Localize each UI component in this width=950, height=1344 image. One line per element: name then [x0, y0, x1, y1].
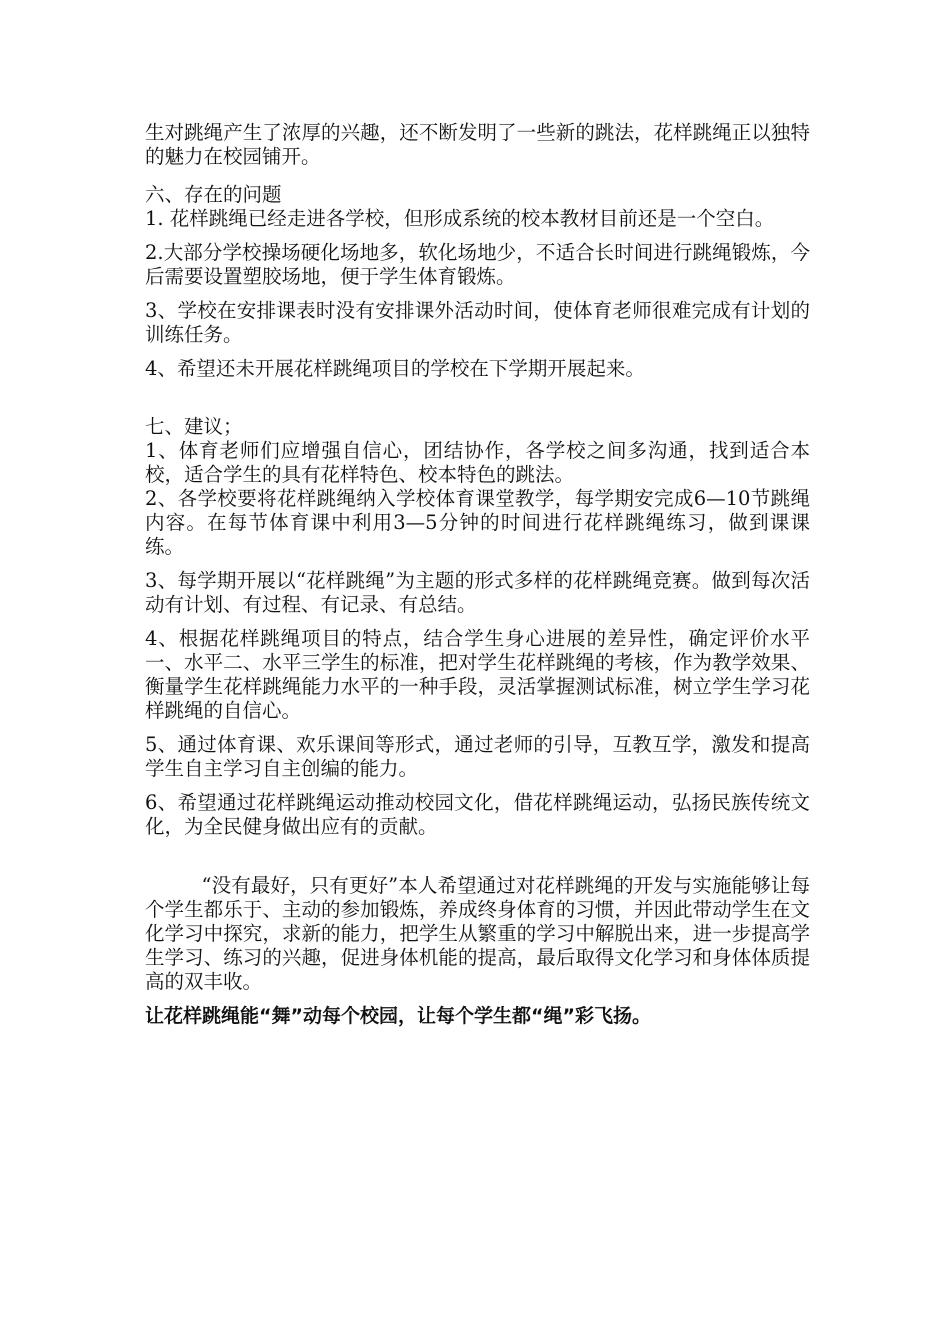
section7-item-3: 3、每学期开展以“花样跳绳”为主题的形式多样的花样跳绳竞赛。做到每次活动有计划、有过程、有记录、有总结。 — [145, 569, 810, 616]
section6-item-2: 2.大部分学校操场硬化场地多，软化场地少，不适合长时间进行跳绳锻炼，今后需要设置塑胶场地，便于学生体育锻炼。 — [145, 241, 810, 288]
section6-item-4: 4、希望还未开展花样跳绳项目的学校在下学期开展起来。 — [145, 357, 645, 380]
slogan: 让花样跳绳能“舞”动每个校园，让每个学生都“绳”彩飞扬。 — [145, 1005, 651, 1027]
section7-item-1: 1、体育老师们应增强自信心，团结协作，各学校之间多沟通，找到适合本校，适合学生的具有花样特色、校本特色的跳法。 — [145, 439, 810, 486]
closing-paragraph: “没有最好，只有更好”本人希望通过对花样跳绳的开发与实施能够让每个学生都乐于、主动的参加锻炼，养成终身体育的习惯，并因此带动学生在文化学习中探究，求新的能力，把学生从繁重的学习中解脱出来，进一步提高学生学习、练习的兴趣，促进身体机能的提高，最后取得文化学习和身体体质提高的双丰收。 — [145, 874, 810, 993]
section7-item-2: 2、各学校要将花样跳绳纳入学校体育课堂教学，每学期安完成6—10节跳绳内容。在每节体育课中利用3—5分钟的时间进行花样跳绳练习，做到课课练。 — [145, 487, 810, 558]
section7-item-6: 6、希望通过花样跳绳运动推动校园文化，借花样跳绳运动，弘扬民族传统文化，为全民健身做出应有的贡献。 — [145, 791, 810, 838]
section6-item-1: 1. 花样跳绳已经走进各学校，但形成系统的校本教材目前还是一个空白。 — [145, 207, 775, 230]
section6-item-3: 3、学校在安排课表时没有安排课外活动时间，使体育老师很难完成有计划的训练任务。 — [145, 299, 810, 346]
section6-title: 六、存在的问题 — [145, 183, 282, 206]
intro-continuation: 生对跳绳产生了浓厚的兴趣，还不断发明了一些新的跳法，花样跳绳正以独特的魅力在校园铺开。 — [145, 121, 810, 168]
section7-item-4: 4、根据花样跳绳项目的特点，结合学生身心进展的差异性，确定评价水平一、水平二、水平三学生的标准，把对学生花样跳绳的考核，作为教学效果、衡量学生花样跳绳能力水平的一种手段，灵活掌握测试标准，树立学生学习花样跳绳的自信心。 — [145, 627, 810, 722]
section7-title: 七、建议； — [145, 415, 243, 438]
section7-item-5: 5、通过体育课、欢乐课间等形式，通过老师的引导，互教互学，激发和提高学生自主学习自主创编的能力。 — [145, 733, 810, 780]
document-body — [145, 121, 810, 1028]
